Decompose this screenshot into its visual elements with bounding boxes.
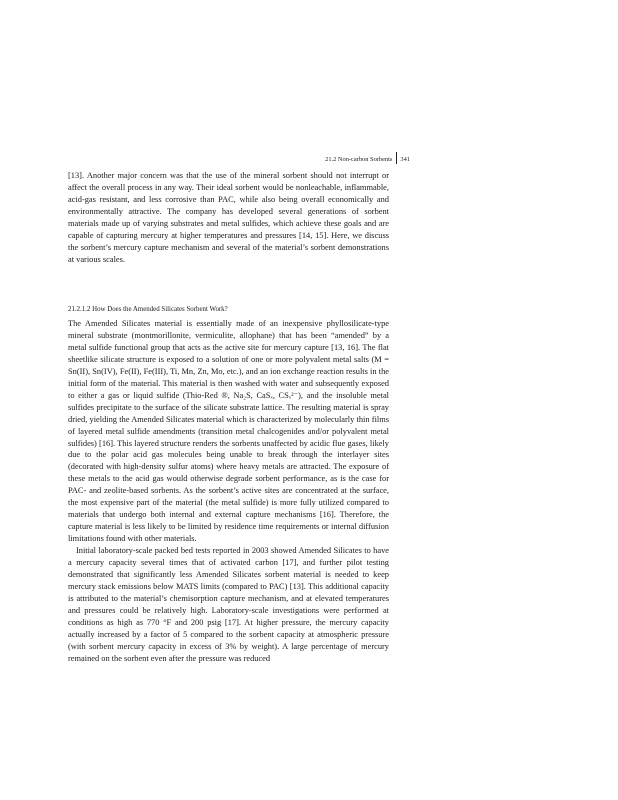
running-head	[250, 152, 410, 164]
section-heading: 21.2.1.2 How Does the Amended Silicates Sorbent Work?	[68, 306, 228, 313]
paragraph-intro: [13]. Another major concern was that the use of the mineral sorbent should not interrupt or affect the overall process in any way. Their ideal sorbent would be nonleachable, inflammable, acid-gas resistant, and less corrosive than PAC, while also being overall economically and environmentally attractive. The company has developed several generations of sorbent materials made up of varying substrates and metal sulfides, which achieve these goals and are capable of capturing mercury at higher temperatures and pressures [14, 15]. Here, we discuss the sorbent’s mercury capture mechanism and several of the material’s sorbent demonstrations at various scales.	[68, 171, 389, 264]
section-text-block	[68, 318, 389, 665]
running-head-section: 21.2 Non-carbon Sorbents	[325, 156, 393, 163]
page-number: 341	[400, 156, 410, 163]
intro-text-block	[68, 170, 389, 266]
paragraph-lab-tests: Initial laboratory-scale packed bed tests reported in 2003 showed Amended Silicates to have a mercury capacity several times that of activated carbon [17], and further pilot testing demonstrated that significantly less Amended Silicates sorbent material is needed to keep mercury stack emissions below MATS limits (compared to PAC) [13]. This additional capacity is attributed to the material’s chemisorption capture mechanism, and at elevated temperatures and pressures could be relatively high. Laboratory-scale investigations were performed at conditions as high as 770 °F and 200 psig [17]. At higher pressure, the mercury capacity actually increased by a factor of 5 compared to the sorbent capacity at atmospheric pressure (with sorbent mercury capacity in excess of 3% by weight). A large percentage of mercury remained on the sorbent even after the pressure was reduced	[68, 546, 389, 663]
paragraph-mechanism: The Amended Silicates material is essentially made of an inexpensive phyllosilicate-type mineral substrate (montmorillonite, vermiculite, allophane) that has been “amended” by a metal sulfide functional group that acts as the active site for mercury capture [13, 16]. The flat sheetlike silicate structure is exposed to a solution of one or more polyvalent metal salts (M = Sn(II), Sn(IV), Fe(II), Fe(III), Ti, Mn, Zn, Mo, etc.), and an ion exchange reaction results in the initial form of the material. This material is then washed with water and subsequently exposed to either a gas or liquid sulfide (Thio-Red ®, Na₂S, CaSₓ, CSₓ²⁻), and the insoluble metal sulfides precipitate to the surface of the silicate substrate lattice. The resulting material is spray dried, yielding the Amended Silicates material which is characterized by molecularly thin films of layered metal sulfide amendments (transition metal chalcogenides and/or polyvalent metal sulfides) [16]. This layered structure renders the sorbents unaffected by acidic flue gases, likely due to the polar acid gas molecules being unable to break through the interlayer sites (decorated with high-density sulfur atoms) where heavy metals are attracted. The exposure of these metals to the acid gas would otherwise degrade sorbent performance, as is the case for PAC- and zeolite-based sorbents. As the sorbent’s active sites are concentrated at the surface, the most expensive part of the material (the metal sulfide) is more fully utilized compared to materials that undergo both internal and external capture mechanisms [16]. Therefore, the capture material is less likely to be limited by residence time requirements or internal diffusion limitations found with other materials.	[68, 319, 389, 544]
running-head-divider	[396, 152, 397, 164]
